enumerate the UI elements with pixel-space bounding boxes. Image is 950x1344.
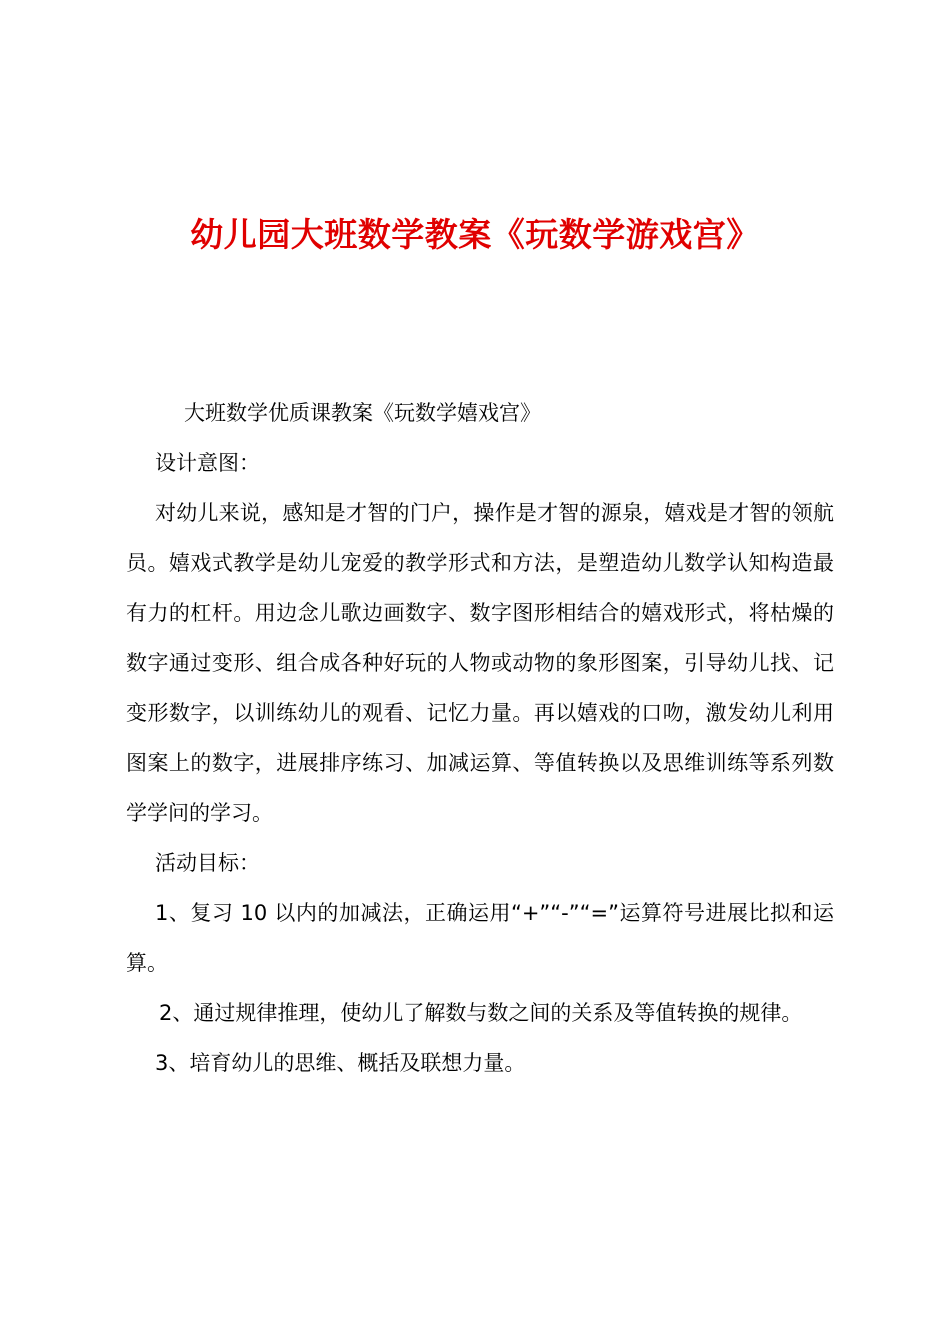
goal-item: 2、通过规律推理，使幼儿了解数与数之间的关系及等值转换的规律。 [159,1001,803,1025]
design-heading: 设计意图： [155,451,260,475]
subtitle: 大班数学优质课教案《玩数学嬉戏宫》 [184,401,541,425]
document-body [126,388,834,1088]
goal-item: 3、培育幼儿的思维、概括及联想力量。 [155,1051,526,1075]
design-paragraph: 对幼儿来说，感知是才智的门户，操作是才智的源泉，嬉戏是才智的领航员。嬉戏式教学是幼儿宠爱的教学形式和方法，是塑造幼儿数学认知构造最有力的杠杆。用边念儿歌边画数字、数字图形相结合的嬉戏形式，将枯燥的数字通过变形、组合成各种好玩的人物或动物的象形图案，引导幼儿找、记变形数字，以训练幼儿的观看、记忆力量。再以嬉戏的口吻，激发幼儿利用图案上的数字，进展排序练习、加减运算、等值转换以及思维训练等系列数学学问的学习。 [126,501,834,825]
goal-item: 1、复习 10 以内的加减法，正确运用“+”“-”“=”运算符号进展比拟和运算。 [126,901,834,975]
document-title: 幼儿园大班数学教案《玩数学游戏宫》 [190,215,760,254]
goals-heading: 活动目标： [155,851,260,875]
